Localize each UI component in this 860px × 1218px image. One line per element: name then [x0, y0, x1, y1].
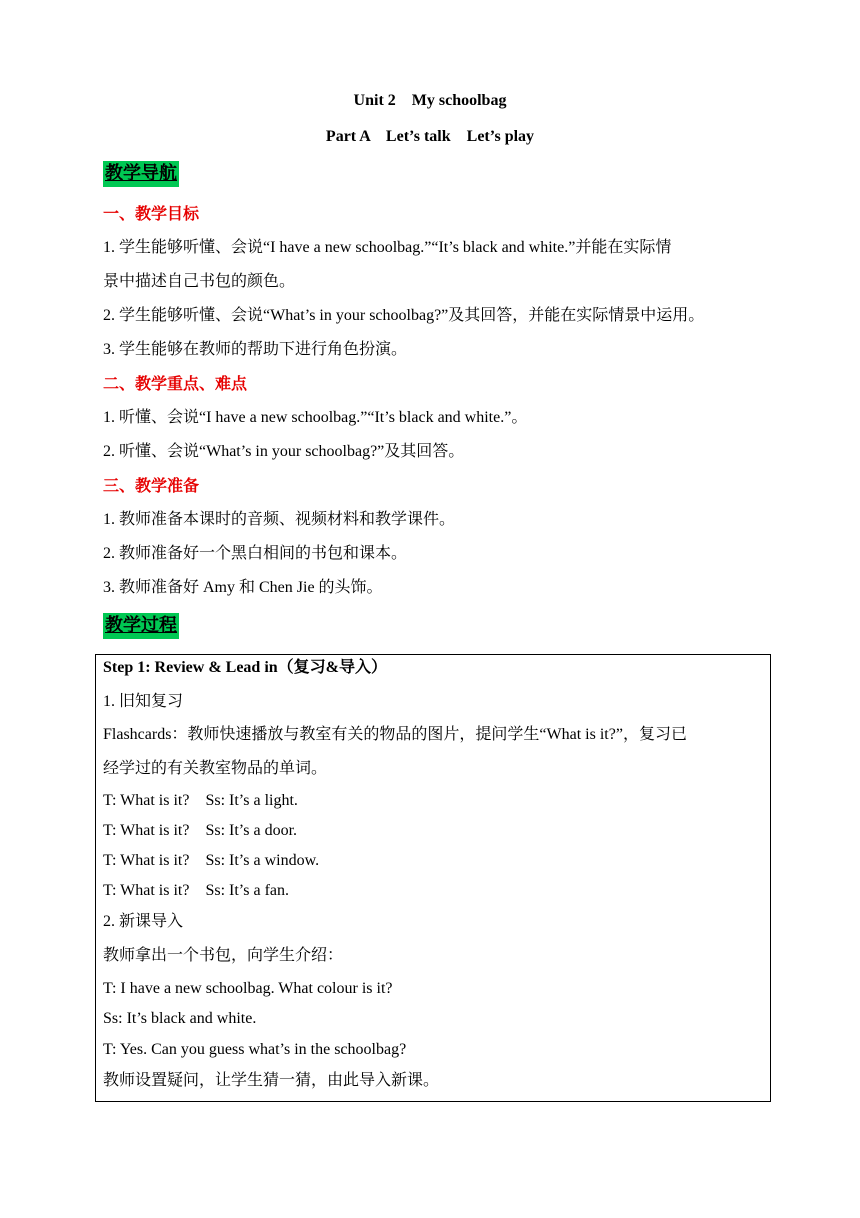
objective-line: 1. 学生能够听懂、会说“I have a new schoolbag.”“It’s black and white.”并能在实际情: [103, 239, 672, 256]
dialogue-line: T: What is it? Ss: It’s a window.: [103, 852, 320, 869]
objective-line: 景中描述自己书包的颜色。: [103, 273, 296, 290]
section-label-teaching-guide: 教学导航: [103, 161, 179, 187]
key-point-line: 1. 听懂、会说“I have a new schoolbag.”“It’s black and white.”。: [103, 409, 528, 426]
section-label-teaching-process: 教学过程: [103, 613, 179, 639]
preparation-line: 2. 教师准备好一个黑白相间的书包和课本。: [103, 545, 408, 562]
dialogue-line: T: What is it? Ss: It’s a door.: [103, 822, 298, 839]
preparation-line: 1. 教师准备本课时的音频、视频材料和教学课件。: [103, 511, 456, 528]
dialogue-line: T: Yes. Can you guess what’s in the schoolbag?: [103, 1041, 407, 1058]
step-line: 教师拿出一个书包，向学生介绍：: [103, 947, 344, 964]
dialogue-line: T: What is it? Ss: It’s a fan.: [103, 882, 289, 899]
step-line: 1. 旧知复习: [103, 693, 184, 710]
step-box: [95, 654, 771, 1102]
step-line: 2. 新课导入: [103, 913, 184, 930]
heading-objectives: 一、教学目标: [103, 204, 200, 223]
key-point-line: 2. 听懂、会说“What’s in your schoolbag?”及其回答。: [103, 443, 465, 460]
heading-key-points: 二、教学重点、难点: [103, 374, 248, 393]
step-title: Step 1: Review & Lead in（复习&导入）: [103, 659, 387, 676]
step-line: 经学过的有关教室物品的单词。: [103, 760, 328, 777]
step-line: 教师设置疑问，让学生猜一猜，由此导入新课。: [103, 1072, 440, 1089]
dialogue-line: Ss: It’s black and white.: [103, 1010, 257, 1027]
step-line: Flashcards：教师快速播放与教室有关的物品的图片，提问学生“What is it?”，复习已: [103, 726, 687, 743]
preparation-line: 3. 教师准备好 Amy 和 Chen Jie 的头饰。: [103, 579, 383, 596]
dialogue-line: T: What is it? Ss: It’s a light.: [103, 792, 298, 809]
objective-line: 2. 学生能够听懂、会说“What’s in your schoolbag?”及其回答，并能在实际情景中运用。: [103, 307, 705, 324]
objective-line: 3. 学生能够在教师的帮助下进行角色扮演。: [103, 341, 408, 358]
lesson-title: Part A Let’s talk Let’s play: [325, 128, 535, 145]
heading-preparation: 三、教学准备: [103, 476, 200, 495]
unit-title: Unit 2 My schoolbag: [353, 92, 507, 109]
dialogue-line: T: I have a new schoolbag. What colour is it?: [103, 980, 393, 997]
